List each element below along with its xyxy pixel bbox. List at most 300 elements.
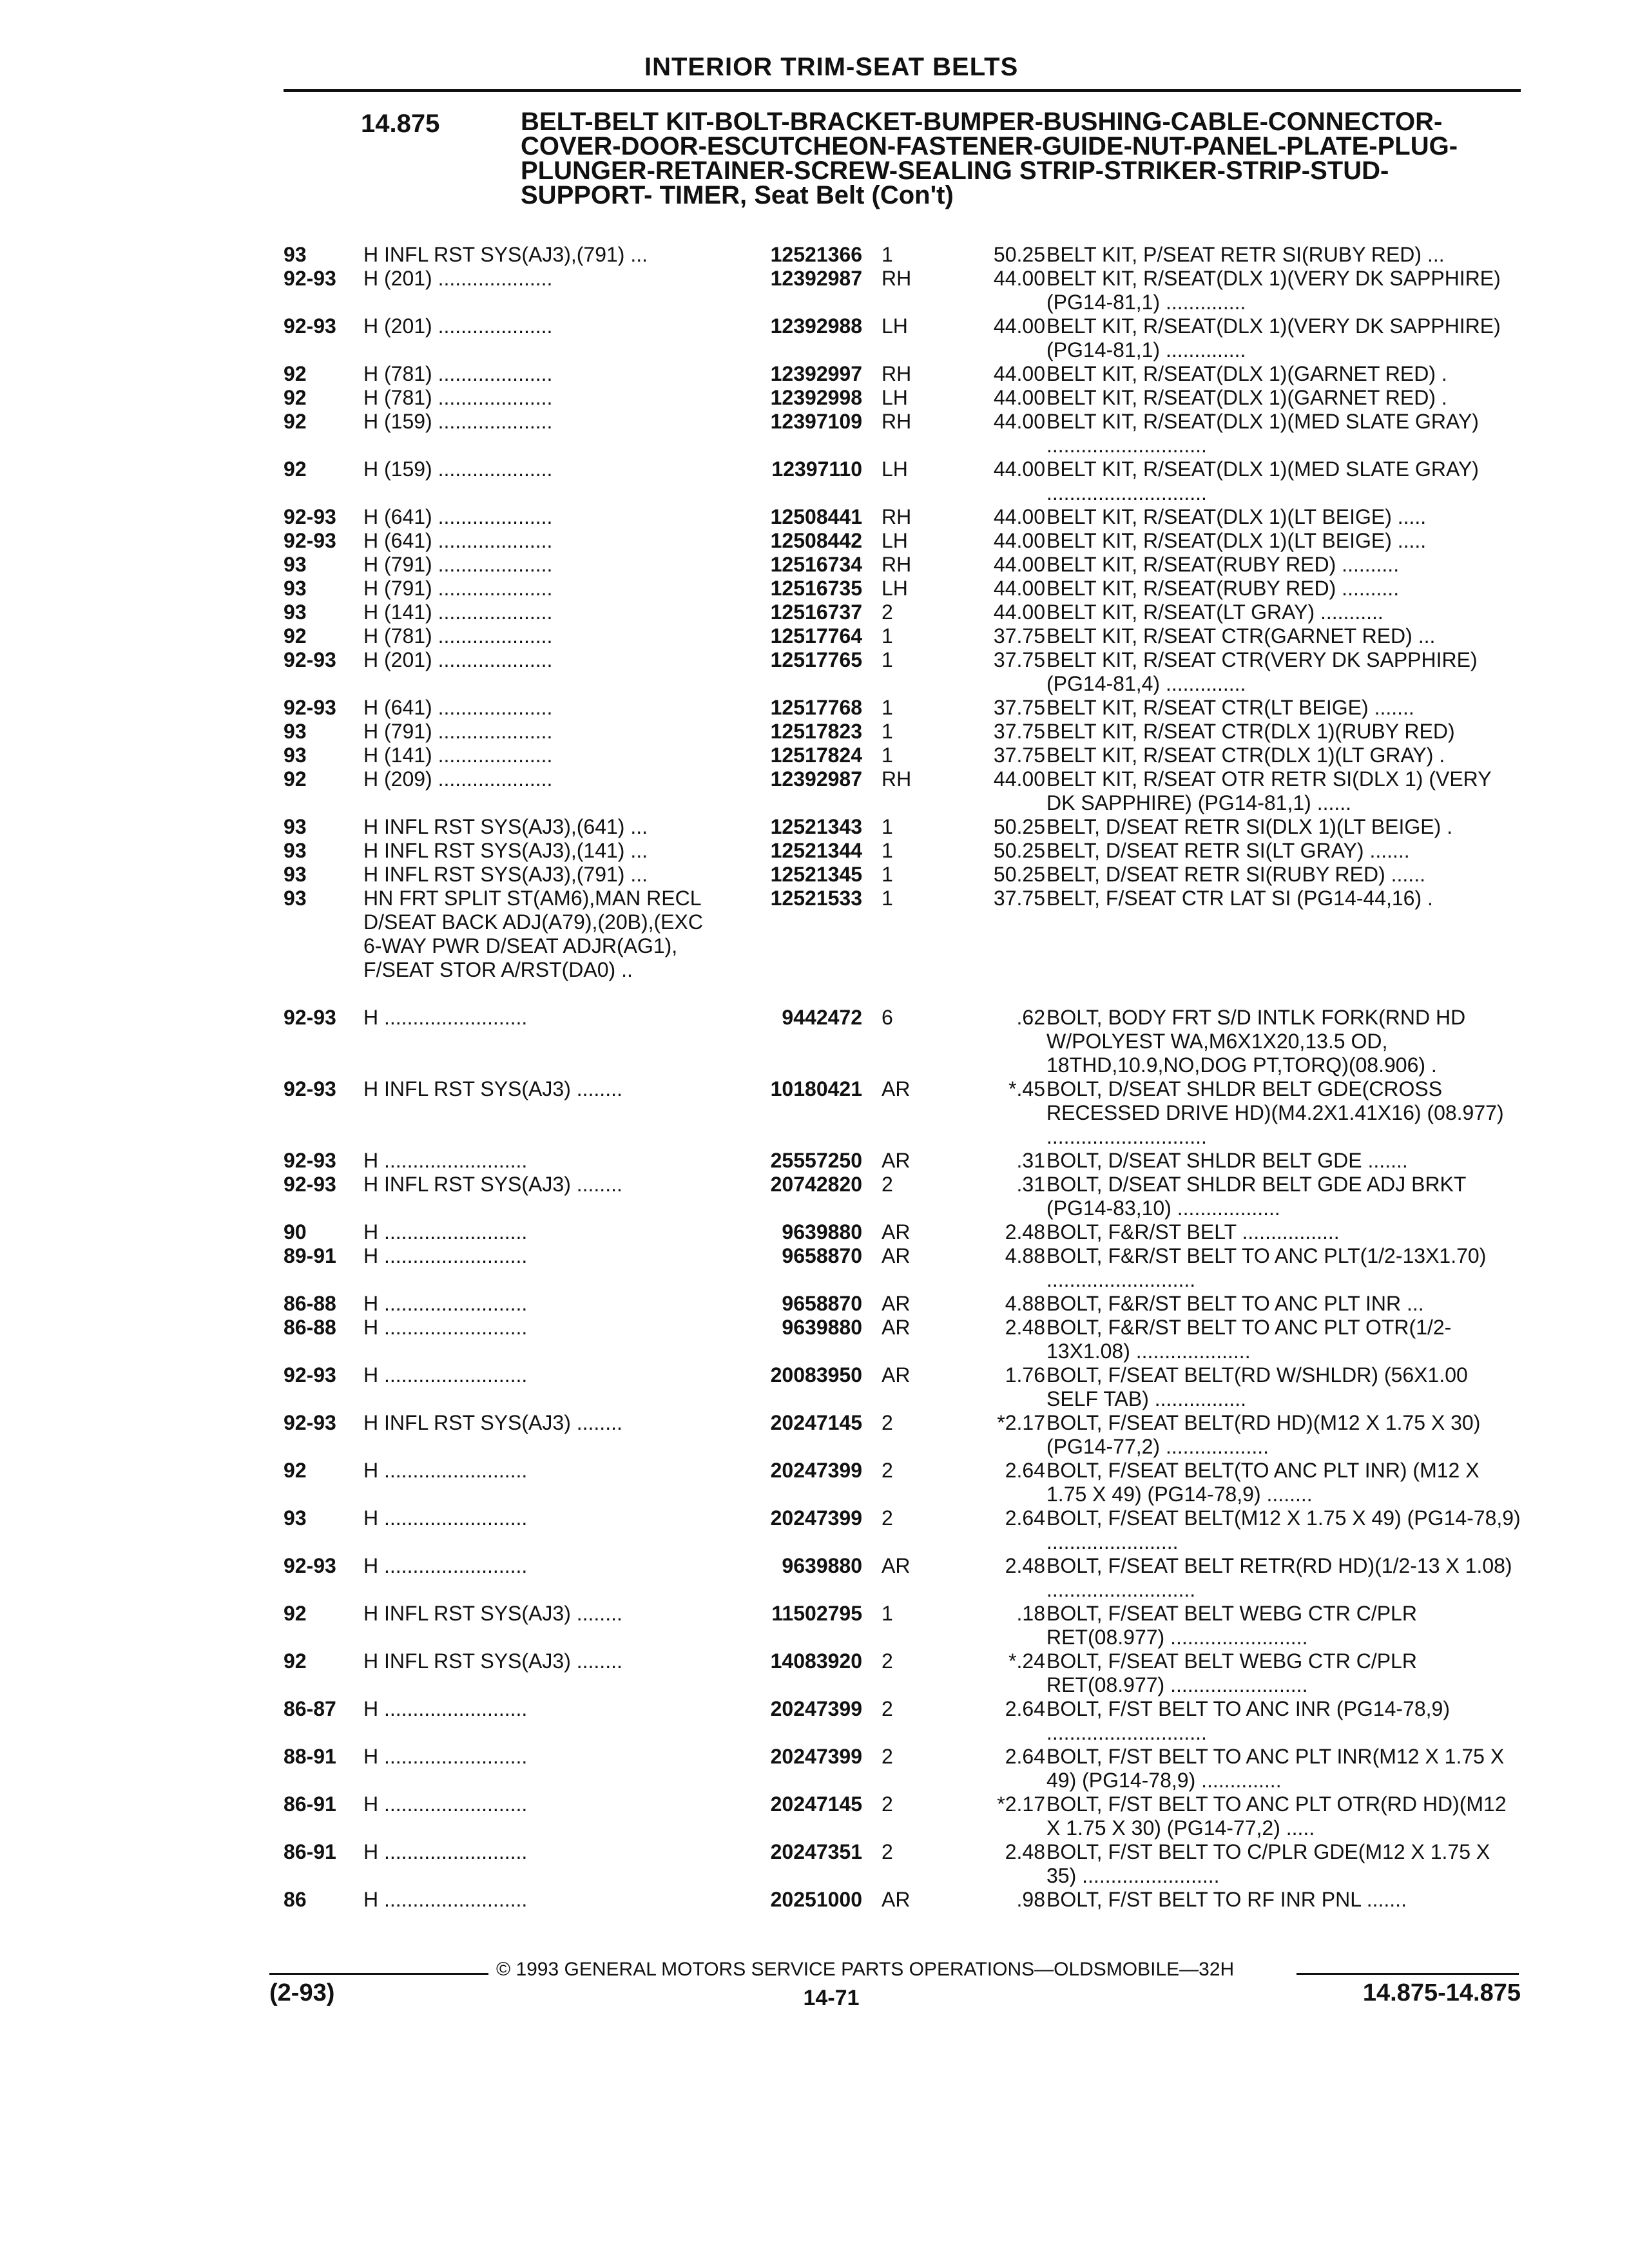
description-cell: BELT, F/SEAT CTR LAT SI (PG14-44,16) .	[1046, 887, 1433, 910]
year-cell: 86-87	[284, 1697, 336, 1720]
description-cell: BOLT, F&R/ST BELT .................	[1046, 1220, 1340, 1244]
table-row	[284, 1602, 1521, 1649]
price-cell: 44.00	[993, 577, 1045, 600]
table-row	[284, 362, 1521, 386]
description-cell: BELT KIT, R/SEAT CTR(LT BEIGE) .......	[1046, 696, 1414, 719]
description-cell: BOLT, F/SEAT BELT(M12 X 1.75 X 49) (PG14-78,9) .......................	[1046, 1506, 1521, 1553]
quantity-cell: AR	[882, 1554, 911, 1577]
year-cell: 92	[284, 1602, 307, 1625]
price-cell: 1.76	[1005, 1363, 1045, 1387]
part-number-cell: 20251000	[714, 1888, 862, 1912]
table-row	[284, 457, 1521, 505]
part-number-cell: 20247399	[714, 1697, 862, 1721]
part-number-cell: 12521345	[714, 863, 862, 887]
year-cell: 92-93	[284, 696, 336, 719]
quantity-cell: LH	[882, 577, 908, 600]
table-row	[284, 1363, 1521, 1411]
year-cell: 86-91	[284, 1840, 336, 1863]
usage-cell: H .........................	[363, 1459, 528, 1482]
usage-cell: H (791) ....................	[363, 577, 553, 600]
part-number-cell: 9639880	[714, 1220, 862, 1244]
part-number-cell: 25557250	[714, 1149, 862, 1173]
usage-cell: H INFL RST SYS(AJ3),(791) ...	[363, 243, 648, 266]
quantity-cell: 1	[882, 887, 893, 910]
year-cell: 93	[284, 720, 307, 743]
table-row	[284, 1220, 1521, 1244]
price-cell: 50.25	[993, 243, 1045, 266]
price-cell: 37.75	[993, 887, 1045, 910]
usage-cell: H (141) ....................	[363, 744, 553, 767]
year-cell: 92-93	[284, 267, 336, 290]
description-cell: BOLT, F/ST BELT TO ANC INR (PG14-78,9) ............................	[1046, 1697, 1450, 1744]
usage-cell: H (781) ....................	[363, 386, 553, 409]
table-row	[284, 386, 1521, 410]
usage-cell: H (781) ....................	[363, 362, 553, 385]
quantity-cell: 2	[882, 1792, 893, 1816]
quantity-cell: 1	[882, 744, 893, 767]
price-cell: 2.64	[1005, 1745, 1045, 1768]
description-cell: BELT KIT, R/SEAT(DLX 1)(GARNET RED) .	[1046, 386, 1447, 409]
table-row	[284, 1411, 1521, 1459]
table-row	[284, 1173, 1521, 1220]
part-number-cell: 12397110	[714, 457, 862, 481]
part-number-cell: 12392987	[714, 267, 862, 291]
table-row	[284, 1792, 1521, 1840]
price-cell: 2.64	[1005, 1697, 1045, 1720]
description-cell: BOLT, F/SEAT BELT WEBG CTR C/PLR RET(08.977) ........................	[1046, 1602, 1417, 1649]
table-row	[284, 744, 1521, 767]
price-cell: 2.48	[1005, 1220, 1045, 1244]
table-row	[284, 1292, 1521, 1316]
year-cell: 92-93	[284, 505, 336, 528]
quantity-cell: RH	[882, 410, 912, 433]
section-number: 14.875	[361, 110, 440, 138]
price-cell: 2.64	[1005, 1459, 1045, 1482]
description-cell: BELT KIT, R/SEAT CTR(DLX 1)(RUBY RED)	[1046, 720, 1455, 743]
year-cell: 93	[284, 887, 307, 910]
year-cell: 89-91	[284, 1244, 336, 1267]
year-cell: 92-93	[284, 529, 336, 552]
price-cell: 2.64	[1005, 1506, 1045, 1530]
price-cell: 44.00	[993, 601, 1045, 624]
price-cell: 50.25	[993, 815, 1045, 838]
quantity-cell: 2	[882, 1411, 893, 1434]
usage-cell: H INFL RST SYS(AJ3),(641) ...	[363, 815, 648, 838]
usage-cell: H .........................	[363, 1745, 528, 1768]
year-cell: 92	[284, 1459, 307, 1482]
part-number-cell: 9658870	[714, 1292, 862, 1316]
quantity-cell: 1	[882, 696, 893, 719]
table-row	[284, 696, 1521, 720]
page-number: 14-71	[803, 1986, 860, 2010]
part-number-cell: 12516737	[714, 601, 862, 624]
price-cell: 4.88	[1005, 1244, 1045, 1267]
year-cell: 86-88	[284, 1316, 336, 1339]
quantity-cell: 1	[882, 839, 893, 862]
table-row	[284, 648, 1521, 696]
description-cell: BOLT, D/SEAT SHLDR BELT GDE .......	[1046, 1149, 1408, 1172]
table-row	[284, 1316, 1521, 1363]
copyright-notice: © 1993 GENERAL MOTORS SERVICE PARTS OPERATIONS—OLDSMOBILE—32H	[496, 1959, 1235, 1980]
year-cell: 92-93	[284, 1006, 336, 1029]
table-row	[284, 1840, 1521, 1888]
description-cell: BELT KIT, R/SEAT CTR(GARNET RED) ...	[1046, 624, 1436, 648]
year-cell: 93	[284, 601, 307, 624]
price-cell: *2.17	[997, 1411, 1045, 1434]
price-cell: *.45	[1008, 1077, 1045, 1100]
table-row	[284, 1888, 1521, 1912]
description-cell: BELT KIT, R/SEAT(DLX 1)(LT BEIGE) .....	[1046, 505, 1427, 528]
part-number-cell: 12517823	[714, 720, 862, 744]
part-number-cell: 9639880	[714, 1316, 862, 1340]
year-cell: 92-93	[284, 648, 336, 671]
year-cell: 92	[284, 410, 307, 433]
footer-rule-right	[1296, 1973, 1519, 1975]
usage-cell: H .........................	[363, 1149, 528, 1172]
year-cell: 92-93	[284, 1554, 336, 1577]
year-cell: 93	[284, 744, 307, 767]
parts-list	[284, 243, 1521, 1912]
usage-cell: H INFL RST SYS(AJ3) ........	[363, 1077, 622, 1100]
table-row	[284, 767, 1521, 815]
table-row	[284, 720, 1521, 744]
description-cell: BELT KIT, R/SEAT(LT GRAY) ...........	[1046, 601, 1383, 624]
price-cell: 37.75	[993, 624, 1045, 648]
price-cell: 2.48	[1005, 1316, 1045, 1339]
table-row	[284, 1244, 1521, 1292]
header-rule	[284, 89, 1521, 92]
table-row	[284, 505, 1521, 529]
description-cell: BELT KIT, R/SEAT(DLX 1)(VERY DK SAPPHIRE) (PG14-81,1) ..............	[1046, 314, 1501, 361]
price-cell: .98	[1016, 1888, 1045, 1911]
quantity-cell: LH	[882, 386, 908, 409]
price-cell: 37.75	[993, 696, 1045, 719]
price-cell: 37.75	[993, 720, 1045, 743]
year-cell: 92-93	[284, 1149, 336, 1172]
part-number-cell: 20247399	[714, 1506, 862, 1530]
description-cell: BELT KIT, R/SEAT OTR RETR SI(DLX 1) (VERY DK SAPPHIRE) (PG14-81,1) ......	[1046, 767, 1491, 814]
year-cell: 92-93	[284, 1077, 336, 1100]
usage-cell: H (201) ....................	[363, 314, 553, 338]
part-number-cell: 12517824	[714, 744, 862, 767]
description-cell: BELT KIT, R/SEAT(DLX 1)(MED SLATE GRAY) ............................	[1046, 410, 1479, 457]
description-cell: BOLT, F/SEAT BELT WEBG CTR C/PLR RET(08.977) ........................	[1046, 1649, 1417, 1696]
quantity-cell: AR	[882, 1316, 911, 1339]
quantity-cell: 2	[882, 1649, 893, 1673]
usage-cell: H (201) ....................	[363, 648, 553, 671]
year-cell: 93	[284, 243, 307, 266]
usage-cell: H (159) ....................	[363, 410, 553, 433]
price-cell: .18	[1016, 1602, 1045, 1625]
description-cell: BELT KIT, R/SEAT(DLX 1)(VERY DK SAPPHIRE) (PG14-81,1) ..............	[1046, 267, 1501, 314]
part-number-cell: 20247351	[714, 1840, 862, 1864]
price-cell: 2.48	[1005, 1554, 1045, 1577]
description-cell: BOLT, F/ST BELT TO ANC PLT INR(M12 X 1.75 X 49) (PG14-78,9) ..............	[1046, 1745, 1505, 1792]
part-number-cell: 9639880	[714, 1554, 862, 1578]
page-title: INTERIOR TRIM-SEAT BELTS	[644, 53, 1019, 81]
part-number-cell: 14083920	[714, 1649, 862, 1673]
quantity-cell: 1	[882, 863, 893, 886]
usage-cell: H (791) ....................	[363, 553, 553, 576]
usage-cell: H .........................	[363, 1244, 528, 1267]
usage-cell: H INFL RST SYS(AJ3) ........	[363, 1649, 622, 1673]
year-cell: 92-93	[284, 314, 336, 338]
description-cell: BOLT, F&R/ST BELT TO ANC PLT(1/2-13X1.70) ..........................	[1046, 1244, 1487, 1291]
price-cell: 44.00	[993, 457, 1045, 481]
quantity-cell: 1	[882, 815, 893, 838]
table-row	[284, 577, 1521, 601]
part-number-cell: 11502795	[714, 1602, 862, 1626]
description-cell: BOLT, F&R/ST BELT TO ANC PLT INR ...	[1046, 1292, 1424, 1315]
part-number-cell: 12521533	[714, 887, 862, 910]
year-cell: 86-91	[284, 1792, 336, 1816]
part-number-cell: 12521343	[714, 815, 862, 839]
price-cell: 44.00	[993, 386, 1045, 409]
part-number-cell: 20247145	[714, 1411, 862, 1435]
usage-cell: H .........................	[363, 1554, 528, 1577]
description-cell: BOLT, BODY FRT S/D INTLK FORK(RND HD W/POLYEST WA,M6X1X20,13.5 OD, 18THD,10.9,NO,DOG PT,TORQ)(08.906) .	[1046, 1006, 1466, 1077]
price-cell: 50.25	[993, 863, 1045, 886]
quantity-cell: LH	[882, 314, 908, 338]
quantity-cell: 1	[882, 648, 893, 671]
description-cell: BOLT, F/ST BELT TO RF INR PNL .......	[1046, 1888, 1407, 1911]
table-row	[284, 1006, 1521, 1077]
price-cell: 37.75	[993, 648, 1045, 671]
usage-cell: H .........................	[363, 1840, 528, 1863]
year-cell: 92	[284, 624, 307, 648]
part-number-cell: 12392997	[714, 362, 862, 386]
quantity-cell: 2	[882, 1506, 893, 1530]
revision-date: (2-93)	[269, 1979, 335, 2006]
usage-cell: H (141) ....................	[363, 601, 553, 624]
description-cell: BOLT, F/ST BELT TO C/PLR GDE(M12 X 1.75 X 35) ........................	[1046, 1840, 1490, 1887]
price-cell: .31	[1016, 1149, 1045, 1172]
part-number-cell: 12517768	[714, 696, 862, 720]
quantity-cell: 2	[882, 601, 893, 624]
price-cell: 44.00	[993, 553, 1045, 576]
description-cell: BOLT, F/SEAT BELT(TO ANC PLT INR) (M12 X 1.75 X 49) (PG14-78,9) ........	[1046, 1459, 1480, 1506]
quantity-cell: RH	[882, 362, 912, 385]
part-number-cell: 12516734	[714, 553, 862, 577]
part-number-cell: 12508441	[714, 505, 862, 529]
table-row	[284, 1077, 1521, 1149]
table-row	[284, 863, 1521, 887]
description-cell: BELT, D/SEAT RETR SI(LT GRAY) .......	[1046, 839, 1410, 862]
part-number-cell: 20247399	[714, 1745, 862, 1769]
year-cell: 90	[284, 1220, 307, 1244]
quantity-cell: AR	[882, 1888, 911, 1911]
usage-cell: HN FRT SPLIT ST(AM6),MAN RECL D/SEAT BACK ADJ(A79),(20B),(EXC 6-WAY PWR D/SEAT ADJR(AG1), F/SEAT STOR A/RST(DA0) ..	[363, 887, 703, 981]
year-cell: 88-91	[284, 1745, 336, 1768]
price-cell: 44.00	[993, 767, 1045, 791]
usage-cell: H (159) ....................	[363, 457, 553, 481]
description-cell: BELT KIT, R/SEAT(RUBY RED) ..........	[1046, 577, 1400, 600]
description-cell: BOLT, F/SEAT BELT(RD W/SHLDR) (56X1.00 SELF TAB) ................	[1046, 1363, 1468, 1410]
price-cell: .31	[1016, 1173, 1045, 1196]
price-cell: 4.88	[1005, 1292, 1045, 1315]
price-cell: 50.25	[993, 839, 1045, 862]
quantity-cell: 6	[882, 1006, 893, 1029]
usage-cell: H .........................	[363, 1697, 528, 1720]
description-cell: BOLT, F&R/ST BELT TO ANC PLT OTR(1/2-13X1.08) ....................	[1046, 1316, 1452, 1363]
table-row	[284, 624, 1521, 648]
quantity-cell: 2	[882, 1459, 893, 1482]
price-cell: 44.00	[993, 505, 1045, 528]
usage-cell: H INFL RST SYS(AJ3) ........	[363, 1173, 622, 1196]
usage-cell: H .........................	[363, 1220, 528, 1244]
usage-cell: H INFL RST SYS(AJ3),(141) ...	[363, 839, 648, 862]
table-row	[284, 1149, 1521, 1173]
quantity-cell: AR	[882, 1077, 911, 1100]
year-cell: 92	[284, 362, 307, 385]
quantity-cell: AR	[882, 1244, 911, 1267]
description-cell: BOLT, D/SEAT SHLDR BELT GDE(CROSS RECESSED DRIVE HD)(M4.2X1.41X16) (08.977) ............................	[1046, 1077, 1504, 1148]
year-cell: 93	[284, 839, 307, 862]
description-cell: BOLT, D/SEAT SHLDR BELT GDE ADJ BRKT (PG14-83,10) ..................	[1046, 1173, 1466, 1220]
description-cell: BELT KIT, R/SEAT(DLX 1)(MED SLATE GRAY) ............................	[1046, 457, 1479, 505]
usage-cell: H (201) ....................	[363, 267, 553, 290]
year-cell: 92-93	[284, 1411, 336, 1434]
part-number-cell: 20247145	[714, 1792, 862, 1816]
usage-cell: H .........................	[363, 1006, 528, 1029]
quantity-cell: 2	[882, 1745, 893, 1768]
description-cell: BOLT, F/ST BELT TO ANC PLT OTR(RD HD)(M12 X 1.75 X 30) (PG14-77,2) .....	[1046, 1792, 1507, 1840]
description-cell: BOLT, F/SEAT BELT RETR(RD HD)(1/2-13 X 1.08) ..........................	[1046, 1554, 1512, 1601]
description-cell: BELT KIT, R/SEAT(RUBY RED) ..........	[1046, 553, 1400, 576]
part-number-cell: 12521344	[714, 839, 862, 863]
quantity-cell: AR	[882, 1149, 911, 1172]
price-cell: 44.00	[993, 362, 1045, 385]
usage-cell: H INFL RST SYS(AJ3) ........	[363, 1411, 622, 1434]
footer-rule-left	[269, 1973, 488, 1975]
quantity-cell: RH	[882, 267, 912, 290]
quantity-cell: RH	[882, 767, 912, 791]
usage-cell: H .........................	[363, 1792, 528, 1816]
quantity-cell: RH	[882, 505, 912, 528]
table-row	[284, 314, 1521, 362]
quantity-cell: 1	[882, 1602, 893, 1625]
description-cell: BELT KIT, R/SEAT(DLX 1)(LT BEIGE) .....	[1046, 529, 1427, 552]
year-cell: 92-93	[284, 1363, 336, 1387]
part-number-cell: 12392988	[714, 314, 862, 338]
year-cell: 86	[284, 1888, 307, 1911]
description-cell: BELT KIT, P/SEAT RETR SI(RUBY RED) ...	[1046, 243, 1445, 266]
part-number-cell: 20247399	[714, 1459, 862, 1483]
section-title: BELT-BELT KIT-BOLT-BRACKET-BUMPER-BUSHING-CABLE-CONNECTOR-COVER-DOOR-ESCUTCHEON-FASTENER-GUIDE-NUT-PANEL-PLATE-PLUG-PLUNGER-RETAINER-SCREW-SEALING STRIP-STRIKER-STRIP-STUD-SUPPORT- TIMER, Seat Belt (Con't)	[521, 108, 1458, 209]
quantity-cell: 2	[882, 1697, 893, 1720]
quantity-cell: 2	[882, 1173, 893, 1196]
description-cell: BOLT, F/SEAT BELT(RD HD)(M12 X 1.75 X 30) (PG14-77,2) ..................	[1046, 1411, 1481, 1458]
quantity-cell: AR	[882, 1363, 911, 1387]
description-cell: BELT KIT, R/SEAT CTR(DLX 1)(LT GRAY) .	[1046, 744, 1445, 767]
part-number-cell: 9442472	[714, 1006, 862, 1030]
usage-cell: H .........................	[363, 1316, 528, 1339]
usage-cell: H (209) ....................	[363, 767, 553, 791]
year-cell: 86-88	[284, 1292, 336, 1315]
year-cell: 92	[284, 767, 307, 791]
price-cell: 44.00	[993, 267, 1045, 290]
usage-cell: H .........................	[363, 1363, 528, 1387]
description-cell: BELT, D/SEAT RETR SI(RUBY RED) ......	[1046, 863, 1425, 886]
table-row	[284, 1697, 1521, 1745]
part-number-cell: 12392987	[714, 767, 862, 791]
year-cell: 93	[284, 863, 307, 886]
quantity-cell: 1	[882, 624, 893, 648]
table-row	[284, 887, 1521, 1006]
part-number-cell: 12508442	[714, 529, 862, 553]
quantity-cell: AR	[882, 1220, 911, 1244]
usage-cell: H (791) ....................	[363, 720, 553, 743]
part-number-cell: 12517765	[714, 648, 862, 672]
quantity-cell: LH	[882, 457, 908, 481]
usage-cell: H (641) ....................	[363, 529, 553, 552]
year-cell: 93	[284, 577, 307, 600]
quantity-cell: RH	[882, 553, 912, 576]
year-cell: 92-93	[284, 1173, 336, 1196]
section-range: 14.875-14.875	[1362, 1979, 1521, 2006]
quantity-cell: LH	[882, 529, 908, 552]
year-cell: 92	[284, 457, 307, 481]
part-number-cell: 20083950	[714, 1363, 862, 1387]
price-cell: *.24	[1008, 1649, 1045, 1673]
part-number-cell: 12397109	[714, 410, 862, 434]
table-row	[284, 1459, 1521, 1506]
table-row	[284, 601, 1521, 624]
table-row	[284, 1506, 1521, 1554]
table-row	[284, 1745, 1521, 1792]
table-row	[284, 815, 1521, 839]
usage-cell: H .........................	[363, 1506, 528, 1530]
table-row	[284, 1649, 1521, 1697]
quantity-cell: 1	[882, 720, 893, 743]
year-cell: 93	[284, 553, 307, 576]
usage-cell: H (641) ....................	[363, 696, 553, 719]
price-cell: 37.75	[993, 744, 1045, 767]
usage-cell: H (781) ....................	[363, 624, 553, 648]
table-row	[284, 243, 1521, 267]
table-row	[284, 553, 1521, 577]
table-row	[284, 1554, 1521, 1602]
table-row	[284, 410, 1521, 457]
part-number-cell: 12516735	[714, 577, 862, 601]
usage-cell: H (641) ....................	[363, 505, 553, 528]
part-number-cell: 9658870	[714, 1244, 862, 1268]
price-cell: *2.17	[997, 1792, 1045, 1816]
usage-cell: H .........................	[363, 1292, 528, 1315]
year-cell: 93	[284, 1506, 307, 1530]
description-cell: BELT KIT, R/SEAT(DLX 1)(GARNET RED) .	[1046, 362, 1447, 385]
price-cell: 44.00	[993, 410, 1045, 433]
part-number-cell: 20742820	[714, 1173, 862, 1196]
quantity-cell: 1	[882, 243, 893, 266]
price-cell: 2.48	[1005, 1840, 1045, 1863]
year-cell: 92	[284, 386, 307, 409]
price-cell: .62	[1016, 1006, 1045, 1029]
quantity-cell: 2	[882, 1840, 893, 1863]
usage-cell: H INFL RST SYS(AJ3) ........	[363, 1602, 622, 1625]
part-number-cell: 12517764	[714, 624, 862, 648]
usage-cell: H INFL RST SYS(AJ3),(791) ...	[363, 863, 648, 886]
price-cell: 44.00	[993, 314, 1045, 338]
table-row	[284, 267, 1521, 314]
table-row	[284, 529, 1521, 553]
year-cell: 93	[284, 815, 307, 838]
part-number-cell: 10180421	[714, 1077, 862, 1101]
part-number-cell: 12392998	[714, 386, 862, 410]
description-cell: BELT, D/SEAT RETR SI(DLX 1)(LT BEIGE) .	[1046, 815, 1453, 838]
year-cell: 92	[284, 1649, 307, 1673]
description-cell: BELT KIT, R/SEAT CTR(VERY DK SAPPHIRE) (PG14-81,4) ..............	[1046, 648, 1478, 695]
